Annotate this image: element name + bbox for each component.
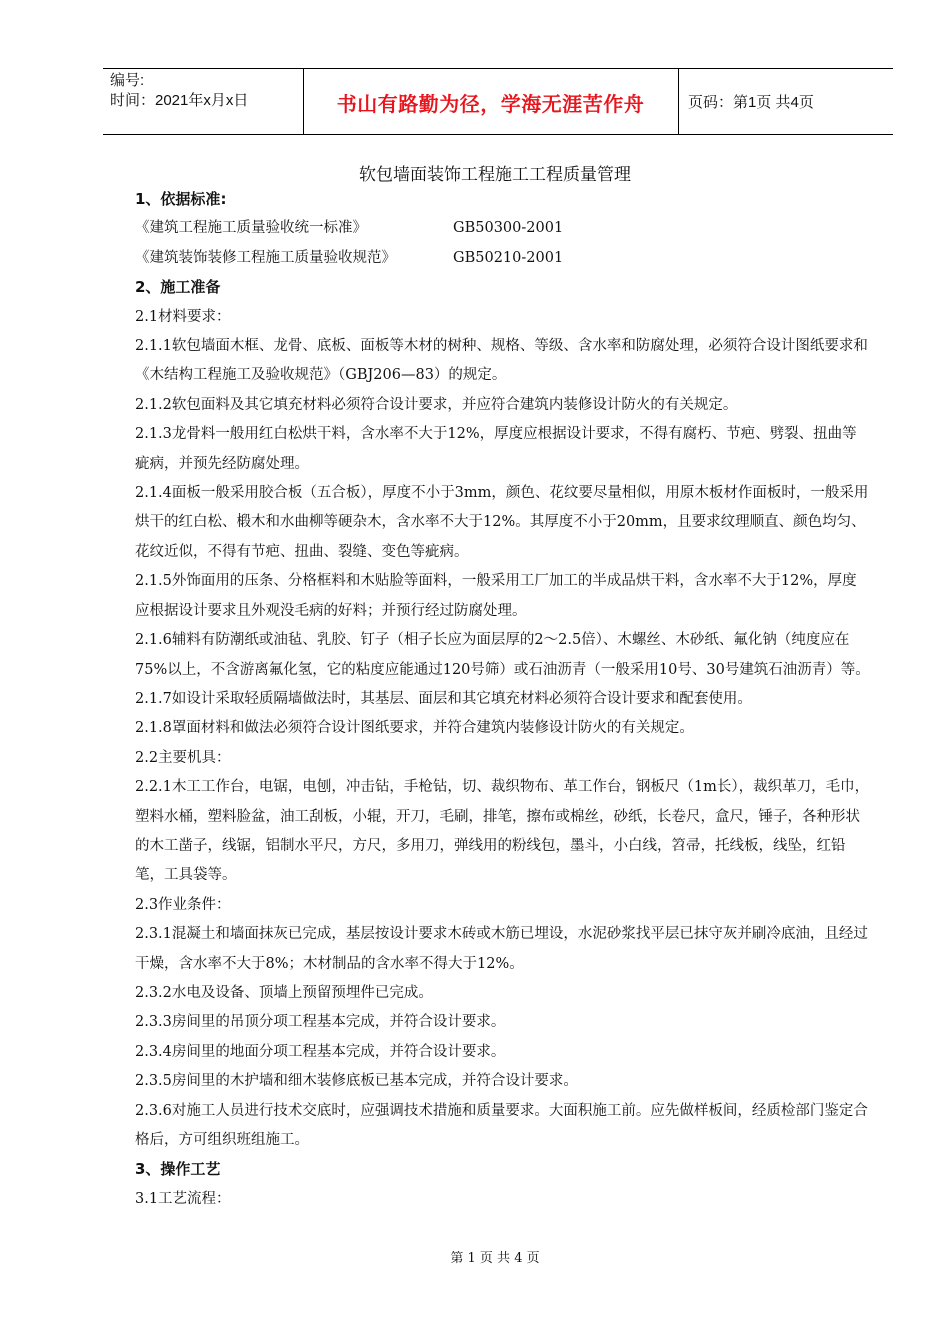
paragraph: 2.1.2软包面料及其它填充材料必须符合设计要求，并应符合建筑内装修设计防火的有关规定。 [135, 396, 738, 413]
paragraph: 2.2.1木工工作台，电锯，电刨，冲击钻，手枪钻，切、裁织物布、革工作台，钢板尺（1m长），裁织革刀，毛巾，塑料水桶，塑料脸盆，油工刮板，小辊，开刀，毛刷，排笔，擦布或棉丝，砂纸，长卷尺，盒尺，锤子，各种形状的木工凿子，线锯，铝制水平尺，方尺，多用刀，弹线用的粉线包，墨斗，小白线，笤帚，托线板，线坠，红铅笔，工具袋等。 [135, 779, 870, 884]
header-motto: 书山有路勤为径，学海无涯苦作舟 [336, 91, 645, 116]
paragraph: 2.1.1软包墙面木框、龙骨、底板、面板等木材的树种、规格、等级、含水率和防腐处理，必须符合设计图纸要求和《木结构工程施工及验收规范》（GBJ206—83）的规定。 [135, 338, 868, 384]
paragraph: 2.3.1混凝土和墙面抹灰已完成，基层按设计要求木砖或木筋已埋设，水泥砂浆找平层已抹守灰并刷冷底油，且经过干燥，含水率不大于8%；木材制品的含水率不得大于12%。 [135, 926, 868, 972]
paragraph: 2.3.3房间里的吊顶分项工程基本完成，并符合设计要求。 [135, 1014, 506, 1031]
standard-name: 《建筑装饰装修工程施工质量验收规范》 [135, 249, 396, 266]
paragraph: 2.1.3龙骨料一般用红白松烘干料，含水率不大于12%，厚度应根据设计要求，不得有腐朽、节疤、劈裂、扭曲等疵病，并预先经防腐处理。 [135, 426, 857, 472]
header-meta [110, 71, 248, 111]
paragraph: 2.3.6对施工人员进行技术交底时，应强调技术措施和质量要求。大面积施工前。应先做样板间，经质检部门鉴定合格后，方可组织班组施工。 [135, 1102, 868, 1148]
header-divider [678, 69, 679, 135]
paragraph: 2.3.2水电及设备、顶墙上预留预埋件已完成。 [135, 984, 433, 1001]
standard-item [135, 244, 870, 273]
header-page-number: 页码：第1页 共4页 [688, 94, 814, 111]
paragraph: 2.3.5房间里的木护墙和细木装修底板已基本完成，并符合设计要求。 [135, 1073, 578, 1090]
section-heading: 3、操作工艺 [135, 1160, 221, 1179]
paragraph: 2.1.5外饰面用的压条、分格框料和木贴脸等面料，一般采用工厂加工的半成品烘干料，含水率不大于12%，厚度应根据设计要求且外观没毛病的好料；并预行经过防腐处理。 [135, 573, 857, 619]
document-body [135, 185, 870, 1214]
paragraph: 2.1.7如设计采取轻质隔墙做法时，其基层、面层和其它填充材料必须符合设计要求和配套使用。 [135, 690, 752, 707]
paragraph: 2.3.4房间里的地面分项工程基本完成，并符合设计要求。 [135, 1043, 506, 1060]
paragraph: 2.1.8罩面材料和做法必须符合设计图纸要求，并符合建筑内装修设计防火的有关规定。 [135, 720, 694, 737]
standard-name: 《建筑工程施工质量验收统一标准》 [135, 220, 367, 237]
page-footer: 第 1 页 共 4 页 [450, 1251, 540, 1266]
page-header [103, 68, 893, 135]
standard-item [135, 214, 870, 243]
paragraph: 2.3作业条件： [135, 896, 231, 913]
standard-code: GB50210-2001 [453, 249, 564, 266]
paragraph: 2.2主要机具： [135, 749, 231, 766]
section-heading: 1、依据标准: [135, 190, 227, 208]
paragraph: 2.1材料要求： [135, 308, 231, 325]
number-label: 编号: [110, 72, 145, 89]
time-label: 时间：2021年x月x日 [110, 92, 249, 109]
section-heading: 2、施工准备 [135, 278, 221, 297]
standard-code: GB50300-2001 [453, 220, 564, 237]
paragraph: 2.1.4面板一般采用胶合板（五合板），厚度不小于3mm，颜色、花纹要尽量相似，用原木板材作面板时，一般采用烘干的红白松、椴木和水曲柳等硬杂木，含水率不大于12%。其厚度不小于20mm，且要求纹理顺直、颜色均匀、花纹近似，不得有节疤、扭曲、裂缝、变色等疵病。 [135, 485, 869, 560]
paragraph: 3.1工艺流程： [135, 1190, 231, 1207]
paragraph: 2.1.6辅料有防潮纸或油毡、乳胶、钉子（相子长应为面层厚的2～2.5倍）、木螺丝、木砂纸、氟化钠（纯度应在75%以上，不含游离氟化氢，它的粘度应能通过120号筛）或石油沥青（一般采用10号、30号建筑石油沥青）等。 [135, 632, 870, 678]
document-title: 软包墙面装饰工程施工工程质量管理 [359, 165, 631, 185]
